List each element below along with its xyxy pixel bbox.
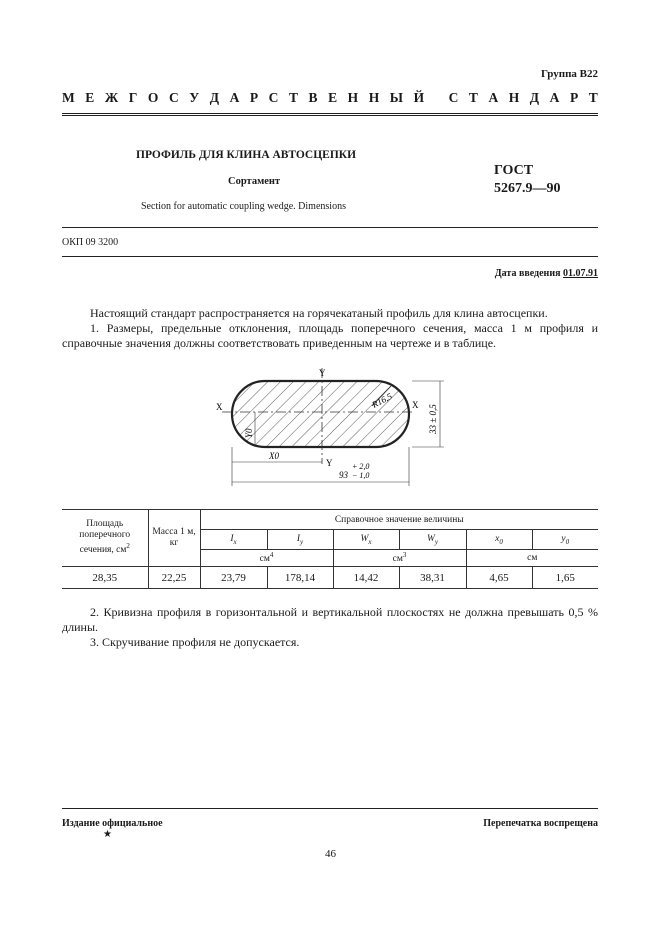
value-iy: 178,14 <box>267 567 333 589</box>
okp-rule <box>62 256 598 257</box>
radius-label: R16,5 <box>370 390 394 410</box>
gost-label: ГОСТ <box>494 163 534 178</box>
value-mass: 22,25 <box>148 567 200 589</box>
top-rule <box>62 113 598 114</box>
banner-letter: С <box>268 90 279 105</box>
banner-letter: Т <box>288 90 298 105</box>
value-y0: 1,65 <box>532 567 598 589</box>
banner-letter: Е <box>85 90 95 105</box>
banner-letter: А <box>229 90 240 105</box>
x0-dimension-label: X0 <box>269 451 279 461</box>
banner-letter: М <box>62 90 75 105</box>
header-iy: $I_y$ <box>267 530 333 550</box>
header-x0: $x_0$ <box>466 530 532 550</box>
header-y0: $y_0$ <box>532 530 598 550</box>
banner-letter: Н <box>368 90 380 105</box>
star-mark: ★ <box>103 829 112 840</box>
page-number: 46 <box>325 848 336 860</box>
banner-letter: Г <box>128 90 138 105</box>
introduction-date <box>495 268 598 279</box>
top-rule-double <box>62 115 598 116</box>
banner-letter: Т <box>468 90 478 105</box>
banner-letter: Т <box>588 90 598 105</box>
width-tolerance-plus: + 2,0 <box>352 462 370 471</box>
paragraph-1: 1. Размеры, предельные отклонения, площадь поперечного сечения, масса 1 м профиля и справочные значения должны соответствовать приведенным на чертеже и в таблице. <box>62 321 598 350</box>
banner-letter: А <box>549 90 560 105</box>
width-dimension-label: 93 <box>339 470 348 480</box>
header-ix: $I_x$ <box>200 530 267 550</box>
axis-x-left-label: X <box>216 402 223 412</box>
unit-centroid: см <box>466 550 598 567</box>
introduction-date-value: 01.07.91 <box>563 268 598 279</box>
standard-banner <box>62 90 598 106</box>
document-title: ПРОФИЛЬ ДЛЯ КЛИНА АВТОСЦЕПКИ <box>136 149 357 161</box>
english-title: Section for automatic coupling wedge. Dimensions <box>141 201 346 212</box>
footer-rule <box>62 808 598 809</box>
value-wy: 38,31 <box>399 567 466 589</box>
title-rule <box>62 227 598 228</box>
banner-letter: Н <box>508 90 520 105</box>
okp-code: ОКП 09 3200 <box>62 237 119 248</box>
profile-section <box>232 381 409 447</box>
header-mass: Масса 1 м, кг <box>148 510 200 567</box>
value-x0: 4,65 <box>466 567 532 589</box>
value-wx: 14,42 <box>333 567 399 589</box>
section-properties-table <box>62 509 598 589</box>
y0-dimension-label: Y0 <box>244 428 254 438</box>
group-code: Группа В22 <box>540 68 598 80</box>
height-dimension-label: 33 ± 0,5 <box>428 404 438 434</box>
banner-letter: Д <box>209 90 220 105</box>
gost-number: 5267.9—90 <box>494 181 561 196</box>
profile-drawing <box>200 360 460 490</box>
banner-letter: А <box>488 90 499 105</box>
paragraph-2: 2. Кривизна профиля в горизонтальной и вертикальной плоскостях не должна превышать 0,5 % длины. <box>62 605 598 634</box>
axis-x-right-label: X <box>412 400 419 410</box>
header-area: Площадь поперечного сечения, $см^2$ <box>62 510 148 567</box>
banner-letter: В <box>308 90 318 105</box>
header-wx: $W_x$ <box>333 530 399 550</box>
unit-modulus: $см^3$ <box>333 550 466 567</box>
header-reference: Справочное значение величины <box>200 510 598 530</box>
unit-moment: $см^4$ <box>200 550 333 567</box>
banner-letter: Ы <box>389 90 404 105</box>
axis-y-top-label: Y <box>319 368 326 378</box>
paragraph-3: 3. Скручивание профиля не допускается. <box>90 635 300 649</box>
banner-letter: У <box>189 90 200 105</box>
banner-letter: О <box>147 90 159 105</box>
paragraph-scope: Настоящий стандарт распространяется на горячекатаный профиль для клина автосцепки. <box>90 306 548 320</box>
banner-letter: Р <box>569 90 579 105</box>
document-subtitle: Сортамент <box>228 176 281 187</box>
banner-letter: Е <box>328 90 338 105</box>
value-area: 28,35 <box>62 567 148 589</box>
banner-letter: Р <box>249 90 259 105</box>
banner-letter: Й <box>413 90 425 105</box>
gost-designation <box>494 162 561 198</box>
banner-letter: Д <box>529 90 540 105</box>
banner-letter: С <box>448 90 459 105</box>
reprint-prohibited: Перепечатка воспрещена <box>483 818 598 829</box>
header-wy: $W_y$ <box>399 530 466 550</box>
axis-y-bottom-label: Y <box>326 458 333 468</box>
banner-letter: Ж <box>104 90 119 105</box>
banner-letter: С <box>168 90 179 105</box>
width-tolerance-minus: − 1,0 <box>352 471 370 480</box>
banner-space <box>435 90 438 106</box>
official-edition: Издание официальное <box>62 818 163 829</box>
banner-letter: Н <box>347 90 359 105</box>
introduction-date-label: Дата введения <box>494 268 561 279</box>
value-ix: 23,79 <box>200 567 267 589</box>
